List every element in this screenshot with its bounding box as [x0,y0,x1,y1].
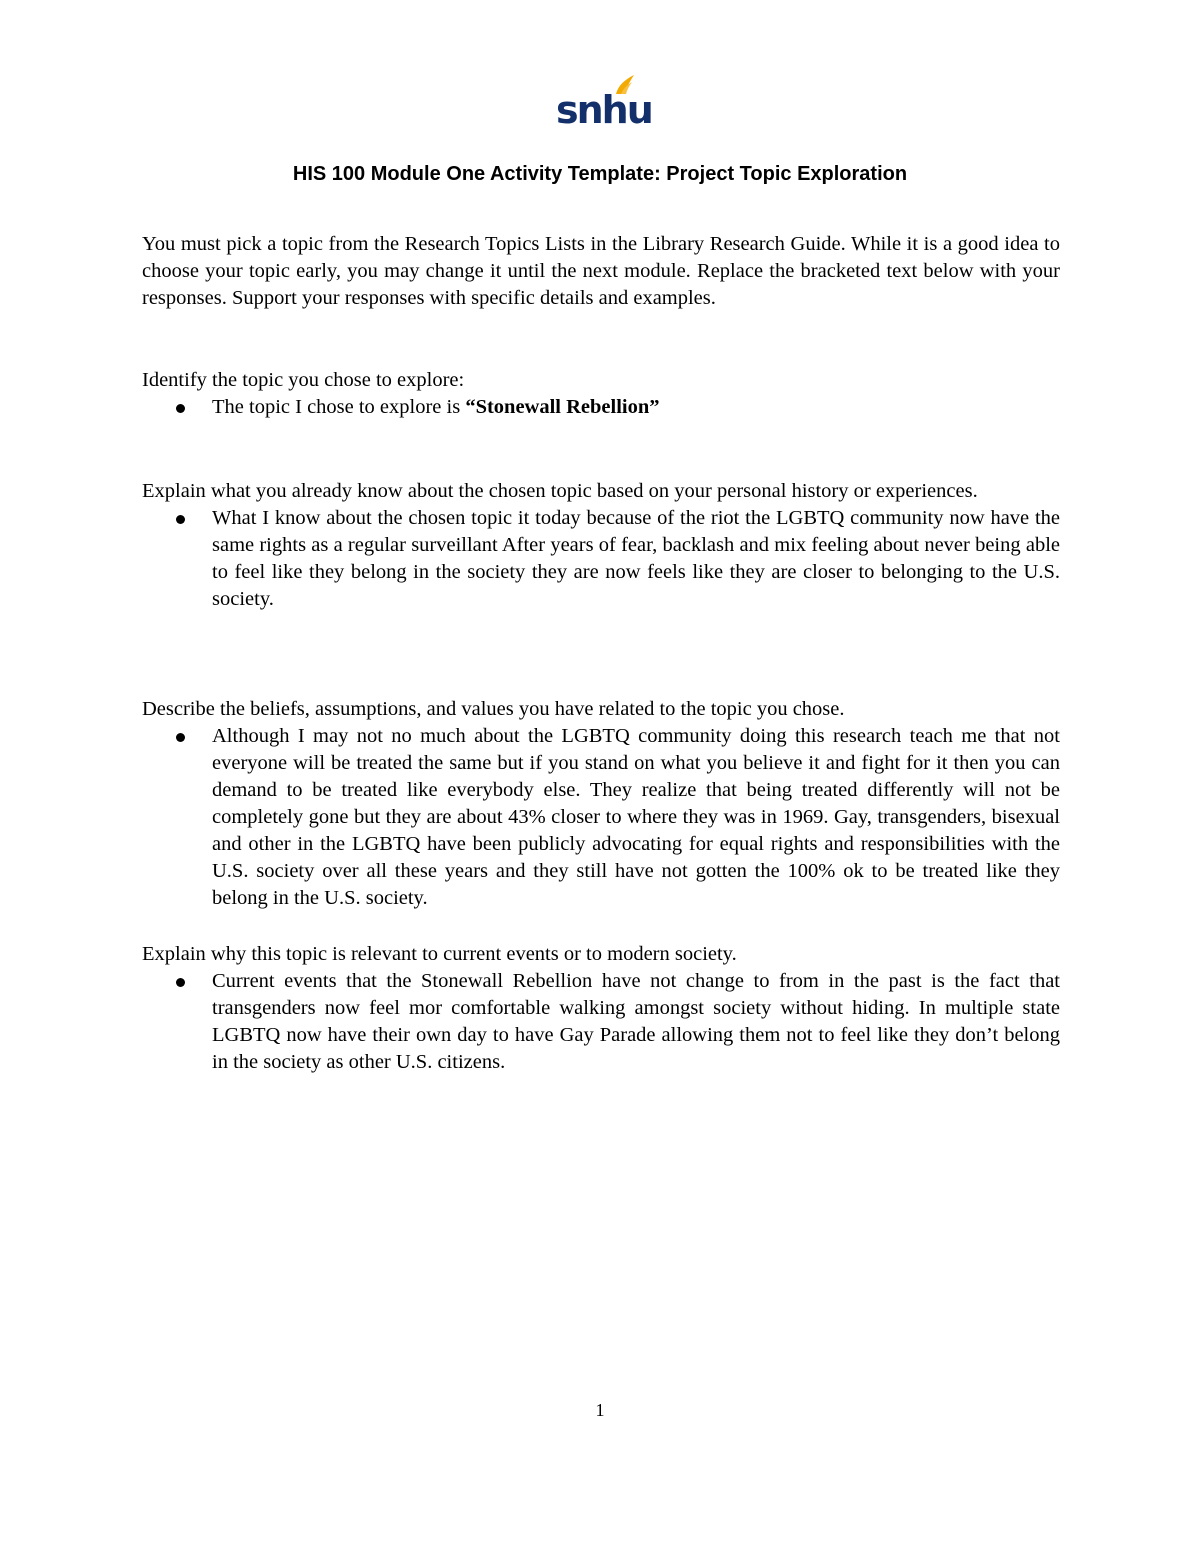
snhu-logo [556,74,652,132]
answer-text: The topic I chose to explore is [212,396,466,418]
bullet-icon [176,733,185,742]
bullet-icon [176,978,185,987]
intro-block [142,231,1060,312]
answer-item [142,723,1060,912]
answer-list [142,968,1060,1076]
section-prompt: Describe the beliefs, assumptions, and values you have related to the topic you chose. [142,698,845,720]
answer-item [142,968,1060,1076]
answer-list [142,505,1060,613]
bullet-icon [176,404,185,413]
answer-item [142,394,1060,421]
section-relevance [142,941,1060,1076]
section-prompt: Explain why this topic is relevant to current events or to modern society. [142,943,737,965]
answer-list [142,723,1060,912]
answer-text: What I know about the chosen topic it today because of the riot the LGBTQ community now have the same rights as a regular surveillant After years of fear, backlash and mix feeling about never being able to feel like they belong in the society they are now feels like they are closer to belonging to the U.S. society. [212,507,1060,610]
bullet-icon [176,515,185,524]
answer-item [142,505,1060,613]
section-topic [142,367,1060,421]
section-prompt: Identify the topic you chose to explore: [142,369,465,391]
logo-wordmark: snhu [556,88,652,132]
page-number: 1 [595,1400,605,1420]
answer-text: Current events that the Stonewall Rebellion have not change to from in the past is the fact that transgenders now feel mor comfortable walking amongst society without hiding. In multiple state LGBTQ now have their own day to have Gay Parade allowing them not to feel like they don’t belong in the society as other U.S. citizens. [212,970,1060,1073]
section-prompt: Explain what you already know about the chosen topic based on your personal history or experiences. [142,480,978,502]
document-title: HIS 100 Module One Activity Template: Project Topic Exploration [292,163,908,185]
answer-list [142,394,1060,421]
topic-name: “Stonewall Rebellion” [465,396,660,418]
answer-text: Although I may not no much about the LGBTQ community doing this research teach me that not everyone will be treated the same but if you stand on what you believe it and fight for it then you can demand to be treated like everybody else. They realize that being treated differently will not be completely gone but they are about 43% closer to where they was in 1969. Gay, transgenders, bisexual and other in the LGBTQ have been publicly advocating for equal rights and responsibilities with the U.S. society over all these years and they still have not gotten the 100% ok to be treated like they belong in the U.S. society. [212,725,1060,909]
intro-paragraph: You must pick a topic from the Research Topics Lists in the Library Research Guide. While it is a good idea to choose your topic early, you may change it until the next module. Replace the bracketed text below with your responses. Support your responses with specific details and examples. [142,233,1060,309]
section-prior-knowledge [142,478,1060,613]
section-beliefs [142,696,1060,912]
